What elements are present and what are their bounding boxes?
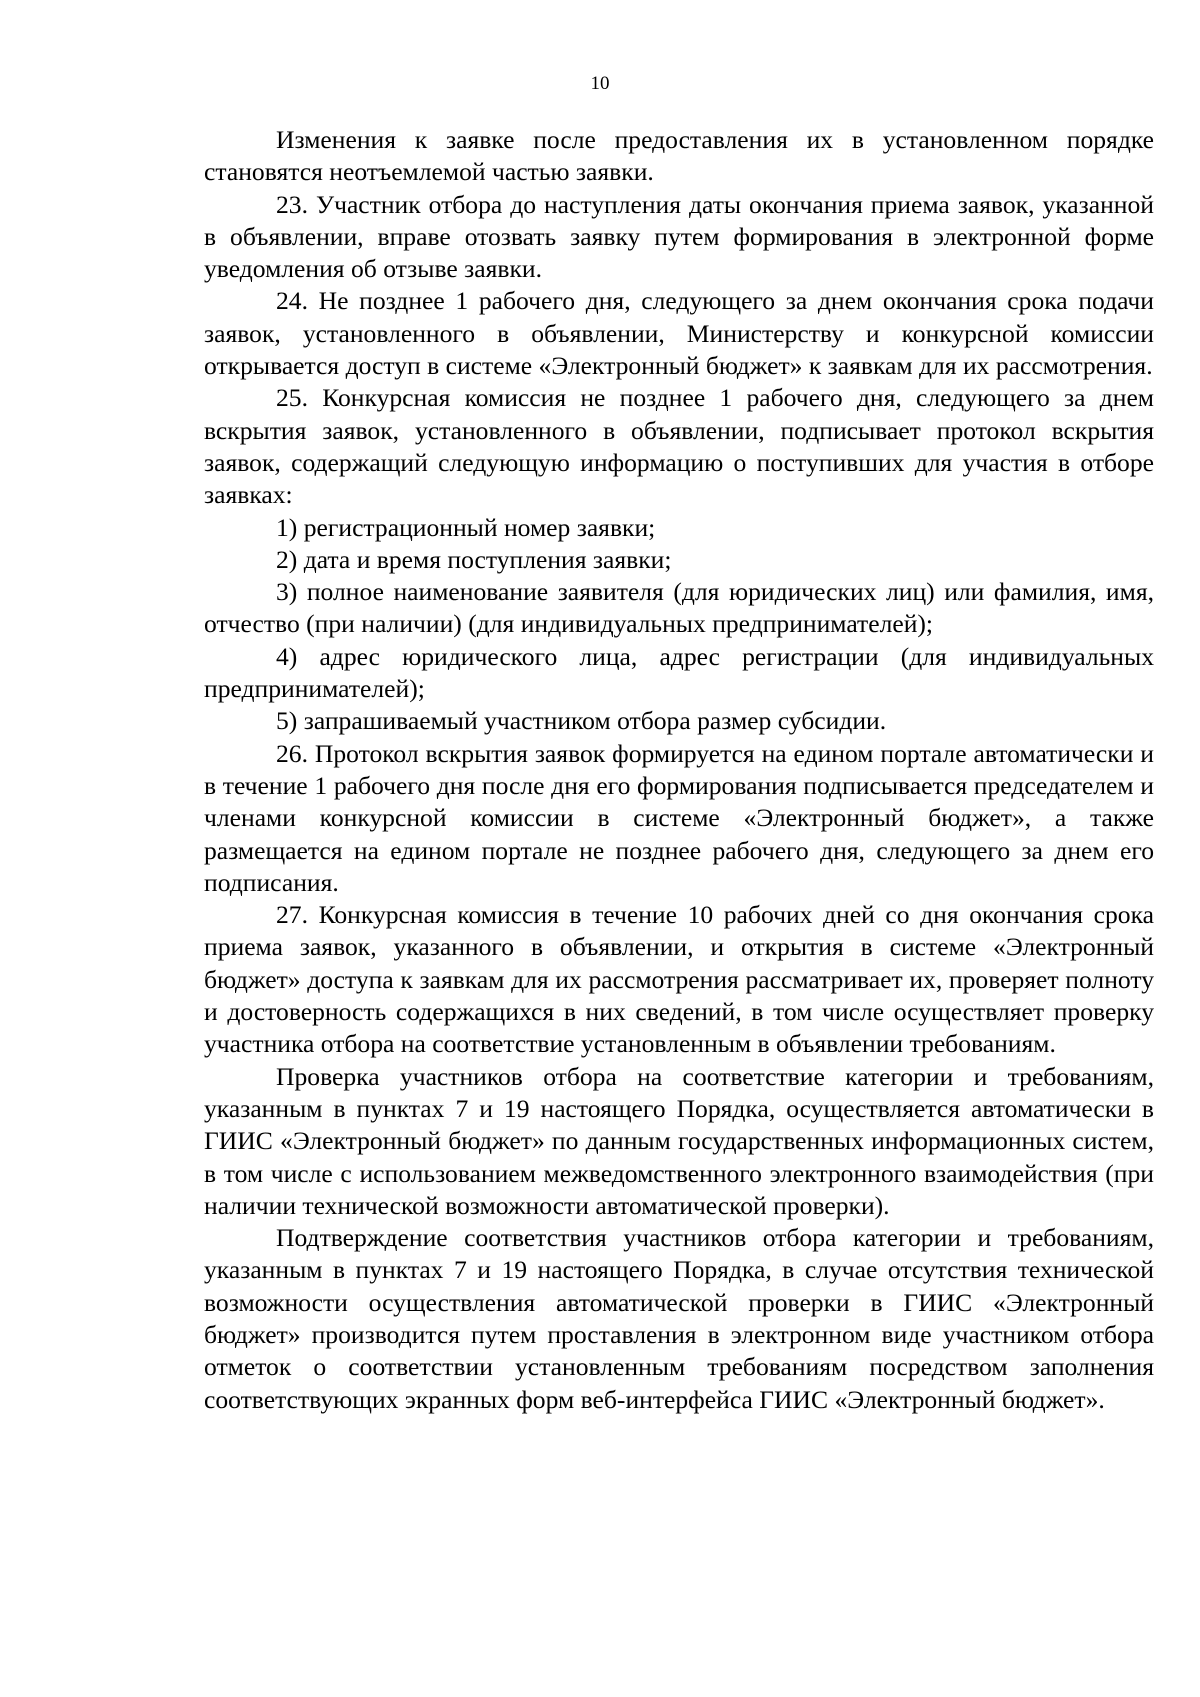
list-item-3: 3) полное наименование заявителя (для юридических лиц) или фамилия, имя, отчество (при наличии) (для индивидуальных предпринимателей);: [204, 577, 1154, 639]
paragraph-item-26: 26. Протокол вскрытия заявок формируется на едином портале автоматически и в течение 1 рабочего дня после дня его формирования подписывается председателем и членами конкурсной комиссии в системе «Электронный бюджет», а также размещается на едином портале не позднее рабочего дня, следующего за днем его подписания.: [204, 738, 1154, 897]
paragraph-automatic-check: Проверка участников отбора на соответствие категории и требованиям, указанным в пунктах 7 и 19 настоящего Порядка, осуществляется автоматически в ГИИС «Электронный бюджет» по данным государственных информационных систем, в том числе с использованием межведомственного электронного взаимодействия (при наличии технической возможности автоматической проверки).: [204, 1061, 1154, 1220]
paragraph-item-24: 24. Не позднее 1 рабочего дня, следующего за днем окончания срока подачи заявок, установленного в объявлении, Министерству и конкурсной комиссии открывается доступ в системе «Электронный бюджет» к заявкам для их рассмотрения.: [204, 286, 1154, 381]
list-item-1: 1) регистрационный номер заявки;: [276, 512, 656, 542]
paragraph-item-27: 27. Конкурсная комиссия в течение 10 рабочих дней со дня окончания срока приема заявок, указанного в объявлении, и открытия в системе «Электронный бюджет» доступа к заявкам для их рассмотрения рассматривает их, проверяет полноту и достоверность содержащихся в них сведений, в том числе осуществляет проверку участника отбора на соответствие установленным в объявлении требованиям.: [204, 900, 1154, 1059]
list-item-5: 5) запрашиваемый участником отбора размер субсидии.: [276, 706, 887, 736]
page-number: 10: [590, 73, 610, 94]
document-body: [204, 124, 1154, 1416]
paragraph-manual-confirmation: Подтверждение соответствия участников отбора категории и требованиям, указанным в пунктах 7 и 19 настоящего Порядка, в случае отсутствия технической возможности осуществления автоматической проверки в ГИИС «Электронный бюджет» производится путем проставления в электронном виде участником отбора отметок о соответствии установленным требованиям посредством заполнения соответствующих экранных форм веб-интерфейса ГИИС «Электронный бюджет».: [204, 1223, 1154, 1414]
paragraph-item-23: 23. Участник отбора до наступления даты окончания приема заявок, указанной в объявлении, вправе отозвать заявку путем формирования в электронной форме уведомления об отзыве заявки.: [204, 189, 1154, 284]
paragraph-changes-to-application: Изменения к заявке после предоставления их в установленном порядке становятся неотъемлемой частью заявки.: [204, 125, 1154, 187]
list-item-4: 4) адрес юридического лица, адрес регистрации (для индивидуальных предпринимателей);: [204, 641, 1154, 704]
paragraph-item-25: 25. Конкурсная комиссия не позднее 1 рабочего дня, следующего за днем вскрытия заявок, установленного в объявлении, подписывает протокол вскрытия заявок, содержащий следующую информацию о поступивших для участия в отборе заявках:: [204, 383, 1154, 510]
list-item-2: 2) дата и время поступления заявки;: [276, 544, 672, 574]
